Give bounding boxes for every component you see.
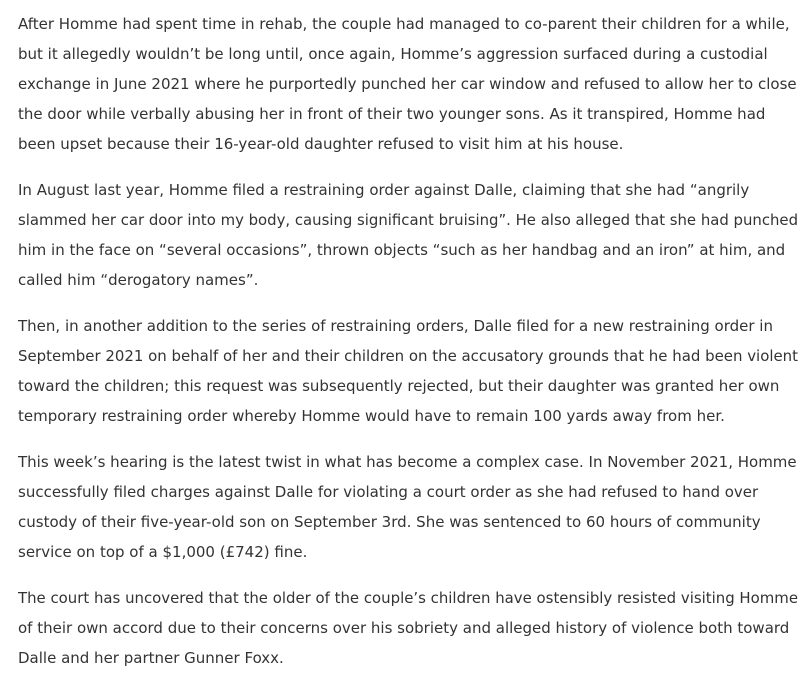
paragraph-line: temporary restraining order whereby Homme would have to remain 100 yards away from her.: [18, 407, 725, 425]
paragraph-line: custody of their five-year-old son on September 3rd. She was sentenced to 60 hours of community: [18, 513, 761, 531]
paragraph-line: September 2021 on behalf of her and their children on the accusatory grounds that he had been violent: [18, 347, 799, 365]
paragraph-line: of their own accord due to their concerns over his sobriety and alleged history of violence both toward: [18, 619, 790, 637]
paragraph-line: Dalle and her partner Gunner Foxx.: [18, 649, 284, 667]
paragraph-line: exchange in June 2021 where he purportedly punched her car window and refused to allow her to close: [18, 75, 797, 93]
paragraph-3: [18, 311, 798, 431]
paragraph-line: toward the children; this request was subsequently rejected, but their daughter was granted her own: [18, 377, 780, 395]
paragraph-line: Then, in another addition to the series of restraining orders, Dalle filed for a new restraining order in: [18, 317, 773, 335]
paragraph-1: [18, 9, 798, 159]
paragraph-line: but it allegedly wouldn’t be long until, once again, Homme’s aggression surfaced during a custodial: [18, 45, 768, 63]
paragraph-2: [18, 175, 798, 295]
paragraph-line: the door while verbally abusing her in front of their two younger sons. As it transpired, Homme had: [18, 105, 766, 123]
article-body: [18, 9, 798, 689]
paragraph-line: After Homme had spent time in rehab, the couple had managed to co-parent their children for a while,: [18, 15, 790, 33]
paragraph-line: called him “derogatory names”.: [18, 271, 259, 289]
paragraph-line: him in the face on “several occasions”, thrown objects “such as her handbag and an iron” at him, and: [18, 241, 786, 259]
paragraph-line: been upset because their 16-year-old daughter refused to visit him at his house.: [18, 135, 624, 153]
paragraph-line: slammed her car door into my body, causing significant bruising”. He also alleged that she had punched: [18, 211, 799, 229]
paragraph-line: This week’s hearing is the latest twist in what has become a complex case. In November 2021, Homme: [18, 453, 797, 471]
paragraph-line: In August last year, Homme filed a restraining order against Dalle, claiming that she had “angrily: [18, 181, 750, 199]
paragraph-line: The court has uncovered that the older of the couple’s children have ostensibly resisted visiting Homme: [18, 589, 798, 607]
paragraph-line: successfully filed charges against Dalle for violating a court order as she had refused to hand over: [18, 483, 759, 501]
paragraph-4: [18, 447, 798, 567]
paragraph-5: [18, 583, 798, 673]
paragraph-line: service on top of a $1,000 (£742) fine.: [18, 543, 308, 561]
